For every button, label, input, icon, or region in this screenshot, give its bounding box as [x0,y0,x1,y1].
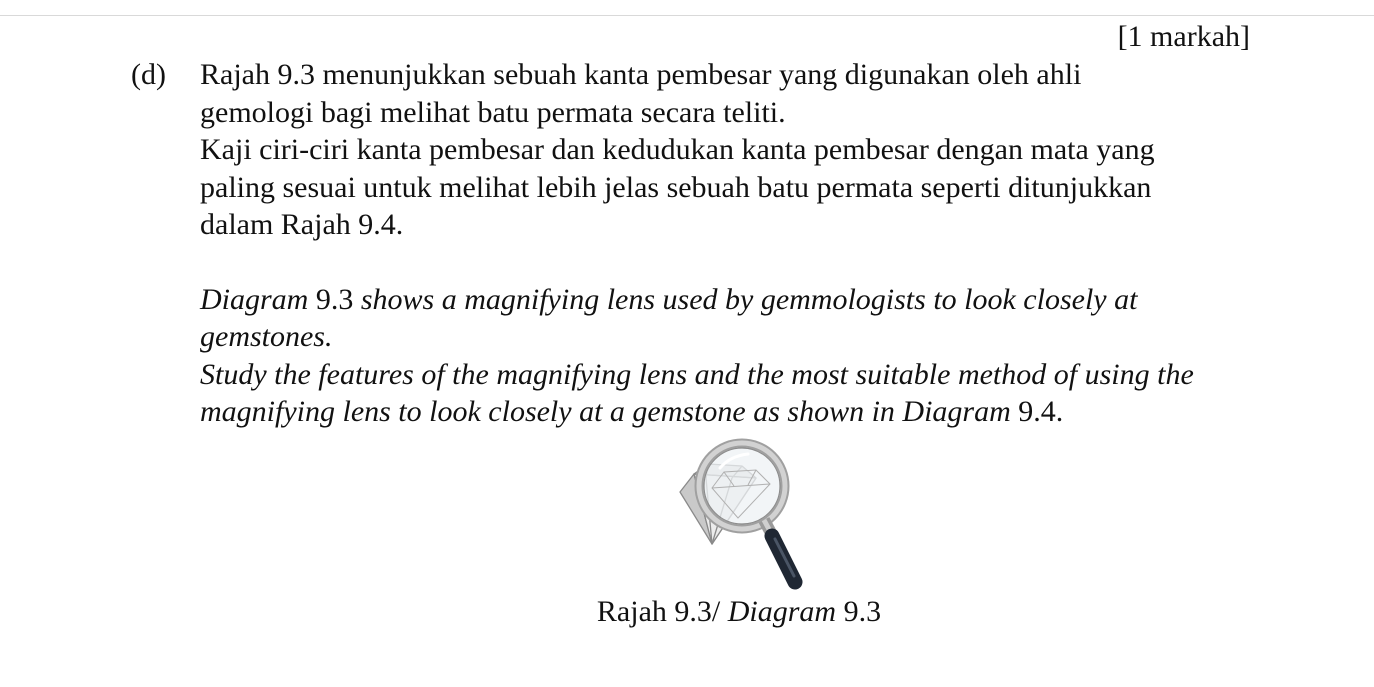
caption-english: Diagram [727,595,837,628]
malay-line-1: Rajah 9.3 menunjukkan sebuah kanta pembesar yang digunakan oleh ahli [200,58,1082,91]
malay-line-2: gemologi bagi melihat batu permata secara teliti. [200,95,786,129]
english-line-3: Study the features of the magnifying lens and the most suitable method of using the [200,357,1194,391]
english-diagram-word: Diagram [200,282,309,316]
question-label: (d) [131,58,166,91]
english-line-4 [200,393,1310,431]
english-line-4-text: magnifying lens to look closely at a gemstone as shown in Diagram [200,395,1011,428]
english-line-1-rest: shows a magnifying lens used by gemmologists to look closely at [360,282,1138,316]
caption-malay: Rajah 9.3/ [596,595,721,628]
caption-number: 9.3 [843,595,882,628]
english-line-2: gemstones. [200,320,333,353]
figure-caption [0,593,1374,631]
english-line-1 [200,281,1310,319]
top-divider [0,15,1374,16]
question-body [200,56,1310,431]
magnifying-glass-icon [672,438,812,598]
malay-line-3: Kaji ciri-ciri kanta pembesar dan kedudukan kanta pembesar dengan mata yang [200,133,1155,166]
english-line-4-number: 9.4. [1018,395,1064,428]
english-diagram-number: 9.3 [315,282,354,316]
marks-allocation: [1 markah] [1117,20,1250,53]
malay-line-4: paling sesuai untuk melihat lebih jelas sebuah batu permata seperti ditunjukkan [200,170,1152,204]
malay-line-5: dalam Rajah 9.4. [200,208,404,241]
